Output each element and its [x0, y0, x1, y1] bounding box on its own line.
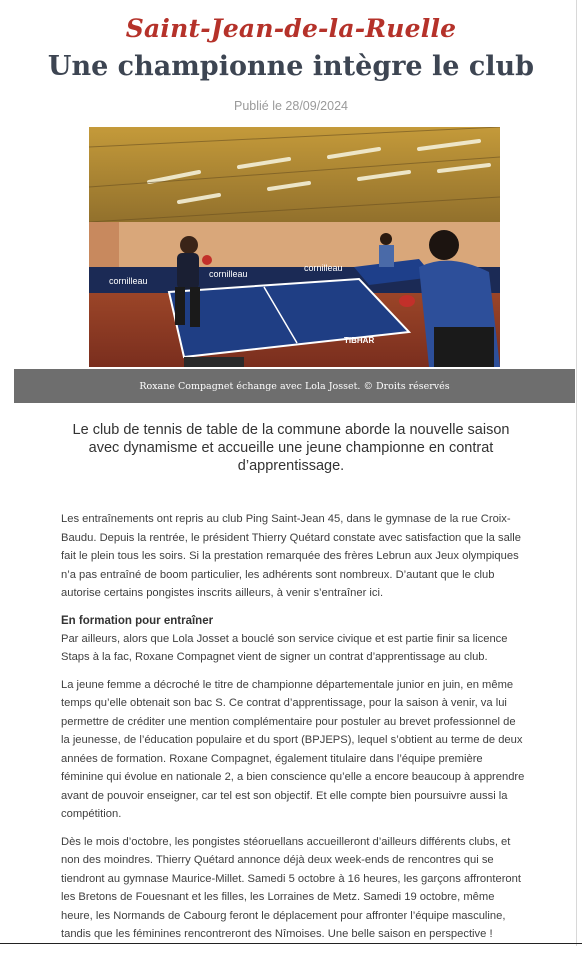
- paragraph-3: La jeune femme a décroché le titre de championne départementale junior en juin, en même temps qu’elle obtenait son bac S. Ce contrat d’apprentissage, pour la saison à venir, va lui permettre de créditer une mention complémentaire pour postuler au brevet professionnel de la jeunesse, de l’éducation populaire et du sport (BPJEPS), lequel s’obtient au terme de deux années de formation. Roxane Compagnet, également titulaire dans l’équipe première féminine qui évolue en nationale 2, a bien conscience qu’elle a encore beaucoup à apprendre avant de pouvoir enseigner, car tel est son objectif. Et elle compte bien poursuivre aussi la compétition.: [61, 678, 525, 820]
- paragraph-1: Les entraînements ont repris au club Ping Saint-Jean 45, dans le gymnase de la rue Croix-Baudu. Depuis la rentrée, le président Thierry Quétard constate avec satisfaction que la salle fait le plein tous les soirs. Si la prestation remarquée des frères Lebrun aux Jeux olympiques n’a pas entraîné de boom particulier, les adhérents sont nombreux. D’autant que le club autorise certains pongistes inscrits ailleurs, à venir s’entraîner ici.: [61, 513, 521, 599]
- article-title: Une championne intègre le club: [47, 51, 535, 82]
- banner-brand-2: cornilleau: [209, 269, 248, 279]
- banner-brand-3: cornilleau: [304, 263, 343, 273]
- table-tennis-photo: [89, 127, 500, 367]
- article-body: [61, 510, 527, 953]
- table-brand: TIBHAR: [344, 336, 375, 345]
- publication-date: Publié le 28/09/2024: [234, 99, 348, 113]
- page-bottom-line: [0, 943, 582, 944]
- photo-caption: Roxane Compagnet échange avec Lola Josset. © Droits réservés: [139, 380, 450, 392]
- paragraph-4: Dès le mois d’octobre, les pongistes stéoruellans accueilleront d’ailleurs différents clubs, et non des moindres. Thierry Quétard annonce déjà deux week-ends de rencontres qui se tiendront au gymnase Maurice-Millet. Samedi 5 octobre à 16 heures, les garçons affronteront les Bretons de Fouesnant et les filles, les Lorraines de Metz. Samedi 19 octobre, même heure, les Normands de Cabourg feront le déplacement pour affronter l’équipe masculine, tandis que les féminines rencontreront des Nîmoises. Une belle saison en perspective !: [61, 835, 521, 940]
- article-photo: [89, 127, 500, 367]
- page-edge-line: [576, 0, 577, 946]
- article-kicker: Saint-Jean-de-la-Ruelle: [125, 14, 457, 43]
- banner-brand-1: cornilleau: [109, 276, 148, 286]
- photo-caption-bar: [14, 369, 575, 403]
- article-lead: Le club de tennis de table de la commune aborde la nouvelle saison avec dynamisme et accueille une jeune championne en contrat d’apprentissage.: [72, 422, 510, 474]
- section-subheading: En formation pour entraîner: [61, 614, 214, 627]
- paragraph-2: Par ailleurs, alors que Lola Josset a bouclé son service civique et est partie finir sa licence Staps à la fac, Roxane Compagnet vient de signer un contrat d’apprentissage au club.: [61, 632, 508, 663]
